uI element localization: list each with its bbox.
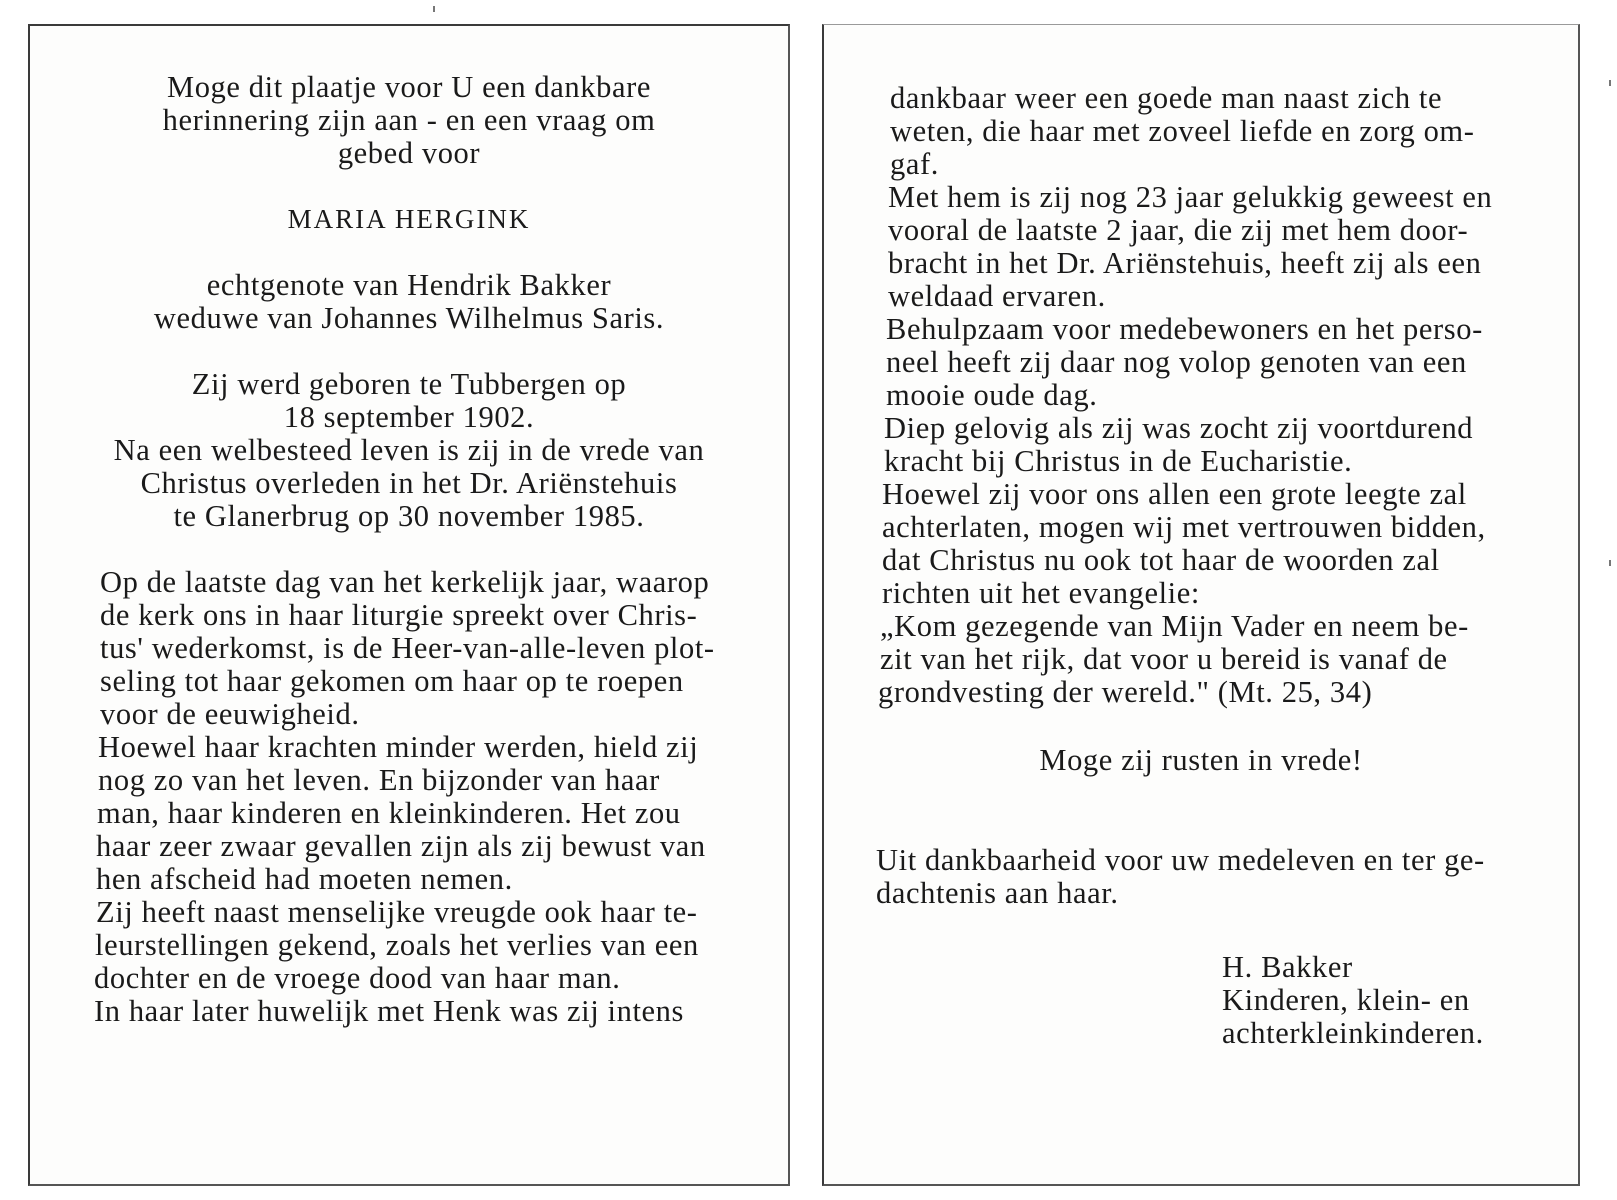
body-line-2: de kerk ons in haar liturgie spreekt over Chris- [100, 598, 698, 632]
right-body-line-12: kracht bij Christus in de Eucharistie. [884, 444, 1353, 478]
right-body-line-5: vooral de laatste 2 jaar, die zij met hem door- [888, 213, 1469, 247]
body-line-3: tus' wederkomst, is de Heer-van-alle-leven plot- [100, 631, 715, 665]
right-body-line-1: dankbaar weer een goede man naast zich te [890, 81, 1443, 115]
body-line-14: In haar later huwelijk met Henk was zij intens [94, 994, 684, 1028]
right-body-line-10: mooie oude dag. [886, 378, 1098, 412]
scan-speck [1609, 80, 1611, 86]
body-line-5: voor de eeuwigheid. [100, 697, 360, 731]
thanks-line-2: dachtenis aan haar. [876, 876, 1119, 910]
right-body-line-13: Hoewel zij voor ons allen een grote leegte zal [882, 477, 1467, 511]
body-line-1: Op de laatste dag van het kerkelijk jaar, waarop [100, 565, 710, 599]
right-body-line-7: weldaad ervaren. [888, 279, 1106, 313]
life-line-3: Na een welbesteed leven is zij in de vrede van [113, 433, 705, 467]
right-body-line-6: bracht in het Dr. Ariënstehuis, heeft zij als een [888, 246, 1482, 280]
right-body-line-3: gaf. [890, 147, 939, 181]
signature-line-3: achterkleinkinderen. [1222, 1016, 1484, 1050]
life-line-4: Christus overleden in het Dr. Ariënstehuis [140, 466, 678, 500]
life-line-2: 18 september 1902. [283, 400, 535, 434]
right-body-line-19: grondvesting der wereld." (Mt. 25, 34) [878, 675, 1373, 709]
right-body-line-2: weten, die haar met zoveel liefde en zorg om- [890, 114, 1475, 148]
blessing-line: Moge zij rusten in vrede! [1039, 743, 1363, 777]
right-body-line-8: Behulpzaam voor medebewoners en het perso- [886, 312, 1483, 346]
body-line-8: man, haar kinderen en kleinkinderen. Het zou [97, 796, 681, 830]
intro-line-1: Moge dit plaatje voor U een dankbare [166, 70, 651, 104]
body-line-6: Hoewel haar krachten minder werden, hield zij [98, 730, 699, 764]
intro-line-3: gebed voor [337, 136, 481, 170]
relation-line-1: echtgenote van Hendrik Bakker [206, 268, 612, 302]
body-line-7: nog zo van het leven. En bijzonder van haar [98, 763, 660, 797]
right-body-line-11: Diep gelovig als zij was zocht zij voortdurend [884, 411, 1474, 445]
right-body-line-14: achterlaten, mogen wij met vertrouwen bidden, [882, 510, 1486, 544]
memorial-card-left-page [28, 24, 790, 1186]
life-line-5: te Glanerbrug op 30 november 1985. [173, 499, 645, 533]
right-body-line-18: zit van het rijk, dat voor u bereid is vanaf de [880, 642, 1448, 676]
right-body-line-9: neel heeft zij daar nog volop genoten van een [886, 345, 1467, 379]
scan-speck [1609, 560, 1611, 566]
body-line-12: leurstellingen gekend, zoals het verlies van een [95, 928, 699, 962]
life-line-1: Zij werd geboren te Tubbergen op [191, 367, 627, 401]
memorial-card-right-page [822, 24, 1580, 1186]
scan-speck [433, 6, 435, 12]
right-body-line-15: dat Christus nu ook tot haar de woorden zal [882, 543, 1440, 577]
body-line-11: Zij heeft naast menselijke vreugde ook haar te- [96, 895, 698, 929]
deceased-name: MARIA HERGINK [287, 204, 531, 234]
signature-line-2: Kinderen, klein- en [1222, 983, 1470, 1017]
body-line-13: dochter en de vroege dood van haar man. [94, 961, 621, 995]
right-body-line-16: richten uit het evangelie: [882, 576, 1200, 610]
intro-line-2: herinnering zijn aan - en een vraag om [162, 103, 656, 137]
right-body-line-4: Met hem is zij nog 23 jaar gelukkig geweest en [888, 180, 1493, 214]
signature-line-1: H. Bakker [1222, 950, 1353, 984]
body-line-9: haar zeer zwaar gevallen zijn als zij bewust van [96, 829, 706, 863]
body-line-4: seling tot haar gekomen om haar op te roepen [100, 664, 684, 698]
thanks-line-1: Uit dankbaarheid voor uw medeleven en ter ge- [876, 843, 1485, 877]
relation-line-2: weduwe van Johannes Wilhelmus Saris. [153, 301, 665, 335]
right-body-line-17: „Kom gezegende van Mijn Vader en neem be- [880, 609, 1469, 643]
body-line-10: hen afscheid had moeten nemen. [96, 862, 513, 896]
